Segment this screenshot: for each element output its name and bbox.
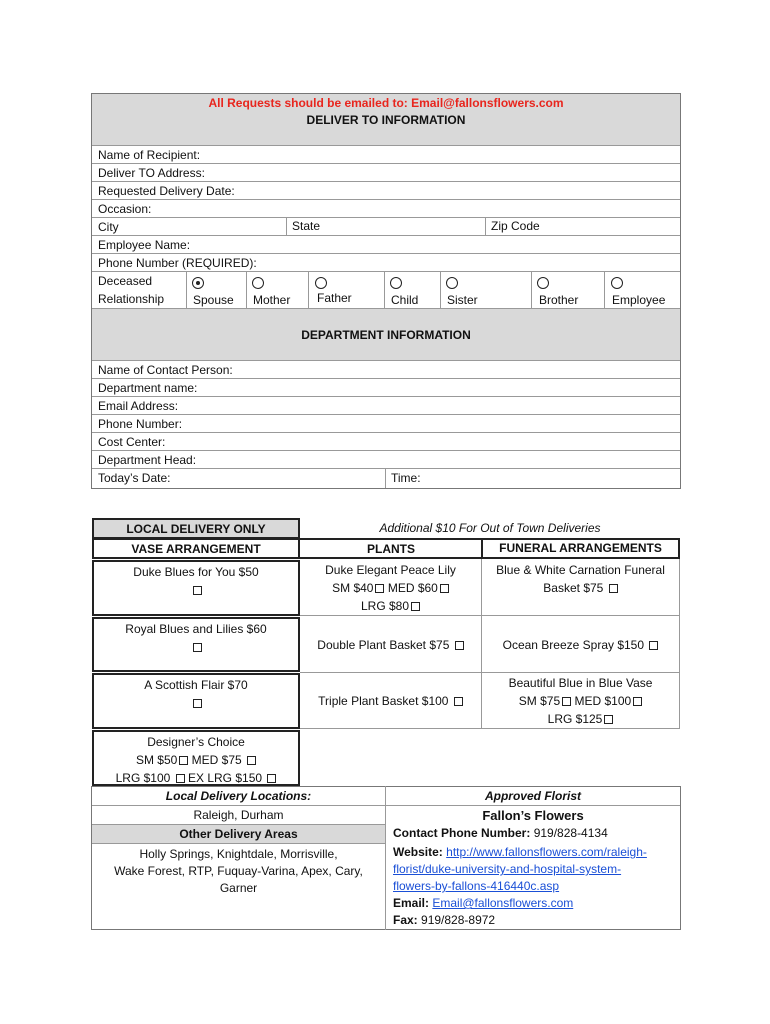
florist-email-link[interactable]: Email@fallonsflowers.com bbox=[432, 896, 574, 910]
vase-duke-blues[interactable] bbox=[92, 560, 300, 616]
designers-choice-med: MED $75 bbox=[191, 753, 242, 767]
radio-mother[interactable] bbox=[252, 277, 264, 289]
florist-phone: 919/828-4134 bbox=[533, 826, 608, 840]
peace-lily-lrg-checkbox[interactable] bbox=[411, 602, 420, 611]
peace-lily-med-checkbox[interactable] bbox=[440, 584, 449, 593]
other-areas-line-3: Garner bbox=[219, 881, 258, 895]
vase-column-label: VASE ARRANGEMENT bbox=[131, 542, 261, 556]
zip-label[interactable]: Zip Code bbox=[491, 219, 540, 233]
radio-employee[interactable] bbox=[611, 277, 623, 289]
blue-vase-med-checkbox[interactable] bbox=[633, 697, 642, 706]
divider bbox=[186, 272, 187, 309]
divider bbox=[384, 272, 385, 309]
designers-choice-exlrg-checkbox[interactable] bbox=[267, 774, 276, 783]
divider bbox=[386, 805, 680, 806]
radio-label-sister: Sister bbox=[447, 293, 478, 307]
florist-fax-row bbox=[393, 913, 495, 927]
radio-spouse[interactable] bbox=[192, 277, 204, 289]
peace-lily-med: MED $60 bbox=[387, 581, 438, 595]
time-label[interactable]: Time: bbox=[391, 471, 421, 485]
dept-phone-field[interactable] bbox=[92, 415, 680, 433]
carnation-basket-title: Blue & White Carnation Funeral bbox=[496, 563, 665, 577]
local-delivery-only bbox=[92, 518, 300, 539]
local-delivery-only-label: LOCAL DELIVERY ONLY bbox=[126, 522, 266, 536]
peace-lily-title: Duke Elegant Peace Lily bbox=[325, 563, 456, 577]
peace-lily-sm: SM $40 bbox=[332, 581, 374, 595]
designers-choice-lrg: LRG $100 bbox=[115, 771, 171, 785]
radio-label-father: Father bbox=[317, 291, 352, 305]
email-notice: All Requests should be emailed to: Email@fallonsflowers.com bbox=[208, 96, 564, 110]
double-basket-checkbox[interactable] bbox=[455, 641, 464, 650]
plant-peace-lily[interactable] bbox=[300, 561, 481, 615]
delivery-date-field[interactable] bbox=[92, 182, 680, 200]
vase-column-header bbox=[92, 538, 300, 559]
blue-vase-sm-checkbox[interactable] bbox=[562, 697, 571, 706]
florist-email-row bbox=[393, 896, 573, 910]
recipient-field[interactable] bbox=[92, 146, 680, 164]
phone-field[interactable] bbox=[92, 254, 680, 272]
florist-website-link-3[interactable]: flowers-by-fallons-416440c.asp bbox=[393, 879, 560, 893]
divider bbox=[300, 615, 680, 616]
city-label[interactable]: City bbox=[98, 220, 119, 234]
funeral-blue-vase[interactable] bbox=[481, 674, 680, 728]
plant-triple-basket[interactable] bbox=[300, 692, 481, 710]
vase-duke-blues-label: Duke Blues for You $50 bbox=[133, 565, 259, 579]
florist-phone-row bbox=[393, 826, 608, 840]
recipient-label: Name of Recipient: bbox=[98, 148, 201, 162]
occasion-label: Occasion: bbox=[98, 202, 152, 216]
ocean-breeze-label: Ocean Breeze Spray $150 bbox=[502, 638, 645, 652]
divider bbox=[485, 218, 486, 236]
radio-father[interactable] bbox=[315, 277, 327, 289]
divider bbox=[246, 272, 247, 309]
blue-vase-lrg: LRG $125 bbox=[547, 712, 603, 726]
plants-column-label: PLANTS bbox=[367, 542, 415, 556]
today-date-field[interactable] bbox=[92, 469, 680, 487]
city-state-zip-row bbox=[92, 218, 680, 236]
peace-lily-lrg: LRG $80 bbox=[360, 599, 410, 613]
dept-head-label: Department Head: bbox=[98, 453, 197, 467]
today-date-label: Today’s Date: bbox=[98, 471, 171, 485]
florist-fax: 919/828-8972 bbox=[421, 913, 496, 927]
designers-choice-sm: SM $50 bbox=[135, 753, 178, 767]
contact-label: Name of Contact Person: bbox=[98, 363, 233, 377]
dept-email-label: Email Address: bbox=[98, 399, 179, 413]
funeral-column-label: FUNERAL ARRANGEMENTS bbox=[499, 541, 662, 555]
radio-label-spouse: Spouse bbox=[193, 293, 234, 307]
designers-choice-exlrg: EX LRG $150 bbox=[188, 771, 263, 785]
blue-vase-sm: SM $75 bbox=[518, 694, 561, 708]
radio-label-mother: Mother bbox=[253, 293, 291, 307]
delivery-date-label: Requested Delivery Date: bbox=[98, 184, 235, 198]
funeral-carnation-basket[interactable] bbox=[481, 561, 680, 597]
divider bbox=[531, 272, 532, 309]
triple-basket-label: Triple Plant Basket $100 bbox=[318, 694, 449, 708]
local-locations-list: Raleigh, Durham bbox=[193, 808, 284, 822]
other-areas-line-2: Wake Forest, RTP, Fuquay-Varina, Apex, Cary, bbox=[114, 864, 363, 878]
florist-website-row bbox=[393, 844, 678, 895]
dept-email-field[interactable] bbox=[92, 397, 680, 415]
vase-designers-choice[interactable] bbox=[92, 730, 300, 786]
radio-child[interactable] bbox=[390, 277, 402, 289]
other-areas-title: Other Delivery Areas bbox=[179, 827, 298, 841]
relationship-label-2: Relationship bbox=[98, 292, 165, 306]
triple-basket-checkbox[interactable] bbox=[454, 697, 463, 706]
relationship-label-1: Deceased bbox=[98, 274, 153, 288]
out-of-town-note: Additional $10 For Out of Town Deliveries bbox=[379, 521, 601, 535]
plants-column-header bbox=[300, 538, 482, 559]
phone-label: Phone Number (REQUIRED): bbox=[98, 256, 257, 270]
address-label: Deliver TO Address: bbox=[98, 166, 205, 180]
ocean-breeze-checkbox[interactable] bbox=[649, 641, 658, 650]
designers-choice-lrg-checkbox[interactable] bbox=[176, 774, 185, 783]
employee-label: Employee Name: bbox=[98, 238, 191, 252]
divider bbox=[286, 218, 287, 236]
state-label[interactable]: State bbox=[292, 219, 321, 233]
florist-email-label: Email: bbox=[393, 896, 430, 910]
cost-center-label: Cost Center: bbox=[98, 435, 166, 449]
radio-label-child: Child bbox=[391, 293, 419, 307]
cost-center-field[interactable] bbox=[92, 433, 680, 451]
local-locations-title: Local Delivery Locations: bbox=[165, 789, 312, 803]
other-areas-line-1: Holly Springs, Knightdale, Morrisville, bbox=[139, 847, 338, 861]
blue-vase-title: Beautiful Blue in Blue Vase bbox=[508, 676, 653, 690]
carnation-basket-checkbox[interactable] bbox=[609, 584, 618, 593]
designers-choice-med-checkbox[interactable] bbox=[247, 756, 256, 765]
peace-lily-sm-checkbox[interactable] bbox=[375, 584, 384, 593]
blue-vase-med: MED $100 bbox=[574, 694, 632, 708]
contact-field[interactable] bbox=[92, 361, 680, 379]
divider bbox=[92, 805, 385, 806]
florist-name: Fallon’s Flowers bbox=[482, 808, 584, 823]
deliver-title: DELIVER TO INFORMATION bbox=[306, 113, 466, 127]
florist-website-link-1[interactable]: http://www.fallonsflowers.com/raleigh- bbox=[446, 845, 647, 859]
address-field[interactable] bbox=[92, 164, 680, 182]
radio-label-employee: Employee bbox=[612, 293, 666, 307]
vase-royal-blues[interactable] bbox=[92, 617, 300, 672]
dept-head-field[interactable] bbox=[92, 451, 680, 469]
radio-brother[interactable] bbox=[537, 277, 549, 289]
divider bbox=[604, 272, 605, 309]
vase-royal-blues-label: Royal Blues and Lilies $60 bbox=[125, 622, 267, 636]
radio-label-brother: Brother bbox=[539, 293, 579, 307]
funeral-column-header bbox=[481, 538, 680, 559]
plant-double-basket[interactable] bbox=[300, 636, 481, 654]
department-title: DEPARTMENT INFORMATION bbox=[301, 328, 471, 342]
dept-name-label: Department name: bbox=[98, 381, 198, 395]
designers-choice-title: Designer’s Choice bbox=[147, 735, 245, 749]
florist-fax-label: Fax: bbox=[393, 913, 418, 927]
funeral-ocean-breeze[interactable] bbox=[481, 636, 680, 654]
carnation-basket-price: Basket $75 bbox=[543, 581, 604, 595]
vase-scottish-flair-checkbox[interactable] bbox=[193, 699, 202, 708]
double-basket-label: Double Plant Basket $75 bbox=[317, 638, 450, 652]
vase-royal-blues-checkbox[interactable] bbox=[193, 643, 202, 652]
designers-choice-sm-checkbox[interactable] bbox=[179, 756, 188, 765]
florist-website-link-2[interactable]: florist/duke-university-and-hospital-system- bbox=[393, 862, 622, 876]
vase-duke-blues-checkbox[interactable] bbox=[193, 586, 202, 595]
blue-vase-lrg-checkbox[interactable] bbox=[604, 715, 613, 724]
radio-sister[interactable] bbox=[446, 277, 458, 289]
approved-florist-title: Approved Florist bbox=[484, 789, 581, 803]
vase-scottish-flair-label: A Scottish Flair $70 bbox=[144, 678, 248, 692]
divider bbox=[308, 272, 309, 309]
employee-field[interactable] bbox=[92, 236, 680, 254]
divider bbox=[440, 272, 441, 309]
relationship-row bbox=[92, 272, 680, 309]
florist-website-label: Website: bbox=[393, 845, 443, 859]
divider bbox=[385, 469, 386, 488]
dept-name-field[interactable] bbox=[92, 379, 680, 397]
divider bbox=[300, 672, 680, 673]
occasion-field[interactable] bbox=[92, 200, 680, 218]
florist-phone-label: Contact Phone Number: bbox=[393, 826, 531, 840]
dept-phone-label: Phone Number: bbox=[98, 417, 183, 431]
vase-scottish-flair[interactable] bbox=[92, 673, 300, 729]
